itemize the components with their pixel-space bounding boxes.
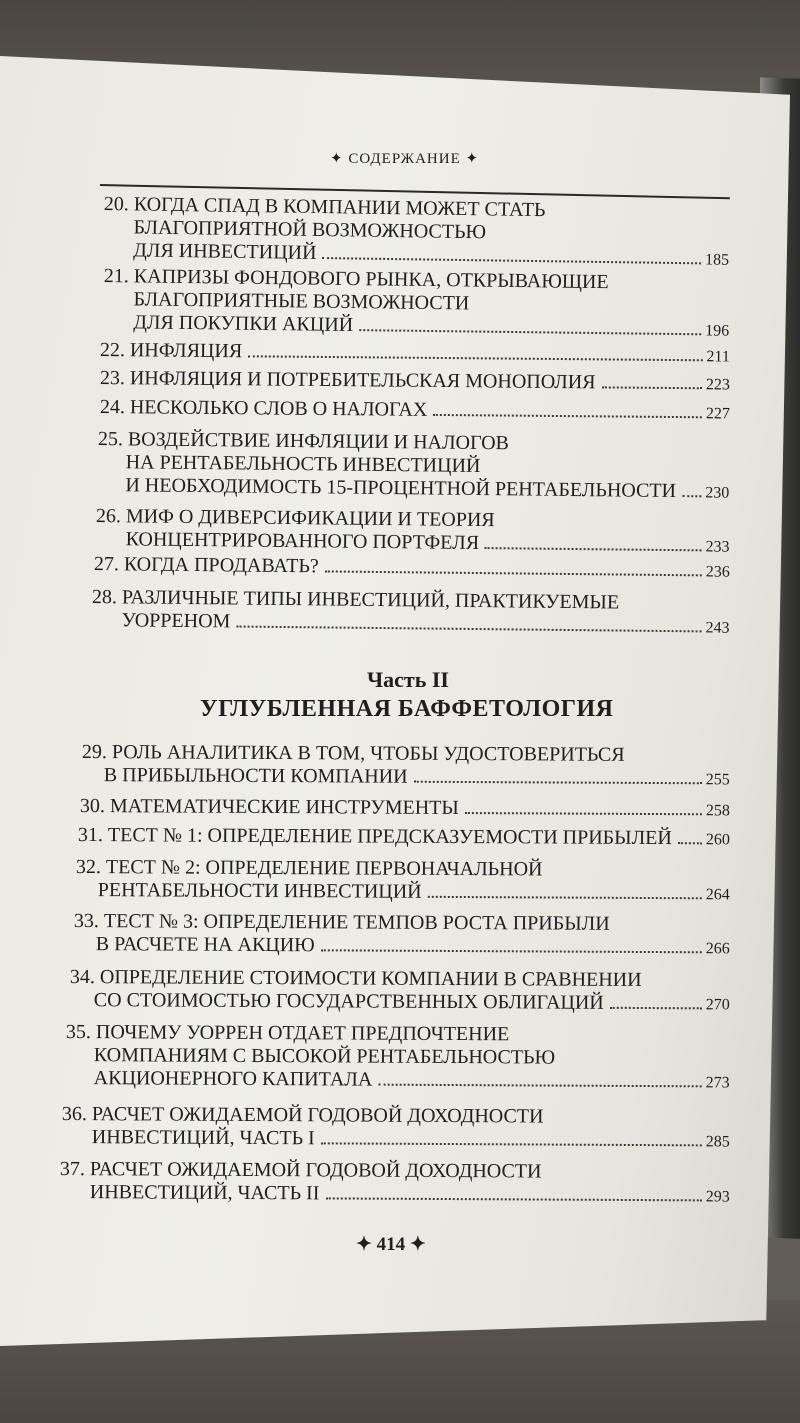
toc-entry-title: 30. МАТЕМАТИЧЕСКИЕ ИНСТРУМЕНТЫ xyxy=(79,795,459,819)
toc-entry xyxy=(78,824,730,851)
toc-page-number: 293 xyxy=(705,1188,730,1206)
toc-entry xyxy=(100,396,730,425)
dot-leader xyxy=(325,1197,701,1201)
toc-page-number: 243 xyxy=(705,619,730,637)
part-label: Часть II xyxy=(367,667,449,692)
toc-entry-title: ИНВЕСТИЦИЙ, ЧАСТЬ I xyxy=(91,1126,315,1150)
toc-page-number: 260 xyxy=(705,831,730,849)
toc-entry-title: ДЛЯ ИНВЕСТИЦИЙ xyxy=(133,239,317,264)
toc-page-number: 230 xyxy=(705,484,730,502)
toc-entry-title: 36. РАСЧЕТ ОЖИДАЕМОЙ ГОДОВОЙ ДОХОДНОСТИ xyxy=(61,1103,544,1128)
toc-entry-title: 34. ОПРЕДЕЛЕНИЕ СТОИМОСТИ КОМПАНИИ В СРАВНЕНИИ xyxy=(69,966,642,991)
dot-leader xyxy=(321,1142,702,1146)
toc-page-number: 285 xyxy=(705,1133,730,1151)
toc-entry-title: КОМПАНИЯМ С ВЫСОКОЙ РЕНТАБЕЛЬНОСТЬЮ xyxy=(93,1044,556,1069)
toc-entry xyxy=(62,1103,730,1153)
toc-page-number: 273 xyxy=(705,1074,730,1092)
part-title: УГЛУБЛЕННАЯ БАФФЕТОЛОГИЯ xyxy=(200,696,614,722)
toc-page-number: 258 xyxy=(705,802,730,820)
toc-entry-title: БЛАГОПРИЯТНОЙ ВОЗМОЖНОСТЬЮ xyxy=(133,216,487,244)
toc-page-number: 270 xyxy=(705,996,730,1014)
toc-entry-title: 33. ТЕСТ № 3: ОПРЕДЕЛЕНИЕ ТЕМПОВ РОСТА ПРИБЫЛИ xyxy=(73,910,610,935)
toc-entry-title: КОНЦЕНТРИРОВАННОГО ПОРТФЕЛЯ xyxy=(125,528,480,555)
toc-entry xyxy=(66,1021,730,1094)
toc-entry-title: НА РЕНТАБЕЛЬНОСТЬ ИНВЕСТИЦИЙ xyxy=(125,451,481,478)
toc-page-number: 264 xyxy=(705,886,730,904)
toc-page-number: 233 xyxy=(705,538,730,556)
toc-entry-title: БЛАГОПРИЯТНЫЕ ВОЗМОЖНОСТИ xyxy=(133,288,470,315)
dot-leader xyxy=(378,1084,701,1088)
toc-entry-title: 28. РАЗЛИЧНЫЕ ТИПЫ ИНВЕСТИЦИЙ, ПРАКТИКУЕМЫЕ xyxy=(91,586,620,614)
toc-entry-title: И НЕОБХОДИМОСТЬ 15-ПРОЦЕНТНОЙ РЕНТАБЕЛЬНОСТИ xyxy=(125,474,677,503)
dot-leader xyxy=(610,1007,702,1009)
toc-entry-title: 21. КАПРИЗЫ ФОНДОВОГО РЫНКА, ОТКРЫВАЮЩИЕ xyxy=(103,265,609,294)
toc-entry-title: 29. РОЛЬ АНАЛИТИКА В ТОМ, ЧТОБЫ УДОСТОВЕРИТЬСЯ xyxy=(81,741,625,766)
toc-entry-title: В РАСЧЕТЕ НА АКЦИЮ xyxy=(95,933,315,957)
running-head-title: СОДЕРЖАНИЕ xyxy=(348,151,461,167)
toc-entry-title: 25. ВОЗДЕЙСТВИЕ ИНФЛЯЦИИ И НАЛОГОВ xyxy=(97,428,510,455)
toc-entry-title: 24. НЕСКОЛЬКО СЛОВ О НАЛОГАХ xyxy=(99,396,428,421)
toc-entry-title: ДЛЯ ПОКУПКИ АКЦИЙ xyxy=(133,311,354,337)
dot-leader xyxy=(236,626,701,633)
toc-entry-title: 35. ПОЧЕМУ УОРРЕН ОТДАЕТ ПРЕДПОЧТЕНИЕ xyxy=(65,1021,510,1046)
toc-entry-title: 37. РАСЧЕТ ОЖИДАЕМОЙ ГОДОВОЙ ДОХОДНОСТИ xyxy=(59,1158,542,1183)
toc-page-number: 223 xyxy=(705,376,730,394)
toc-entry xyxy=(100,339,730,368)
toc-page-number: 196 xyxy=(705,322,730,340)
toc-entry xyxy=(74,910,730,960)
dot-leader xyxy=(414,781,702,785)
toc-entry xyxy=(96,505,730,559)
dot-leader xyxy=(485,547,702,551)
dot-leader xyxy=(322,257,701,264)
toc-entry-title: СО СТОИМОСТЬЮ ГОСУДАРСТВЕННЫХ ОБЛИГАЦИЙ xyxy=(93,989,604,1014)
running-head xyxy=(330,149,479,168)
dot-leader xyxy=(428,896,702,899)
dot-leader xyxy=(433,414,702,418)
toc-page-number: 227 xyxy=(705,405,730,423)
ornament-left-icon: ✦ xyxy=(330,151,344,167)
toc-page-number: 185 xyxy=(705,251,730,269)
dot-leader xyxy=(678,842,702,844)
toc-entry-title: 20. КОГДА СПАД В КОМПАНИИ МОЖЕТ СТАТЬ xyxy=(103,193,546,222)
dot-leader xyxy=(682,495,701,497)
toc-page-number: 255 xyxy=(705,771,730,789)
dot-leader xyxy=(248,355,702,361)
toc-entry-title: 23. ИНФЛЯЦИЯ И ПОТРЕБИТЕЛЬСКАЯ МОНОПОЛИЯ xyxy=(99,367,596,394)
toc-entry-title: 32. ТЕСТ № 2: ОПРЕДЕЛЕНИЕ ПЕРВОНАЧАЛЬНОЙ xyxy=(75,856,543,881)
dot-leader xyxy=(602,386,702,389)
toc-entry-title: 31. ТЕСТ № 1: ОПРЕДЕЛЕНИЕ ПРЕДСКАЗУЕМОСТИ ПРИБЫЛЕЙ xyxy=(77,824,672,850)
dot-leader xyxy=(465,812,702,815)
toc-entry-title: РЕНТАБЕЛЬНОСТИ ИНВЕСТИЦИЙ xyxy=(97,879,422,903)
toc-entry-title: 27. КОГДА ПРОДАВАТЬ? xyxy=(93,553,319,578)
toc-page-number: 211 xyxy=(706,348,730,366)
dot-leader xyxy=(359,329,701,335)
toc-entry xyxy=(82,741,730,791)
dot-leader xyxy=(321,949,702,953)
toc-entry xyxy=(103,265,730,343)
toc-entry xyxy=(92,586,730,640)
toc-entry xyxy=(100,367,730,396)
toc-page-number: 236 xyxy=(705,563,730,581)
toc-entry xyxy=(60,1158,730,1209)
toc-page-number: 266 xyxy=(705,940,730,958)
page-number: ✦ 414 ✦ xyxy=(356,1234,426,1255)
toc-entry-title: АКЦИОНЕРНОГО КАПИТАЛА xyxy=(93,1067,373,1091)
toc-entry-title: 26. МИФ О ДИВЕРСИФИКАЦИИ И ТЕОРИЯ xyxy=(95,505,495,532)
toc-entry-title: УОРРЕНОМ xyxy=(121,609,231,633)
ornament-right-icon: ✦ xyxy=(465,151,480,167)
toc-entry-title: В ПРИБЫЛЬНОСТИ КОМПАНИИ xyxy=(103,764,408,788)
toc-entry xyxy=(103,193,730,272)
toc-entry xyxy=(80,795,730,822)
toc-entry-title: ИНВЕСТИЦИЙ, ЧАСТЬ II xyxy=(89,1181,320,1205)
toc-entry xyxy=(76,856,730,906)
toc-entry-title: 22. ИНФЛЯЦИЯ xyxy=(99,339,243,363)
dot-leader xyxy=(325,570,702,576)
toc-entry xyxy=(97,428,730,505)
toc-entry xyxy=(70,966,730,1016)
